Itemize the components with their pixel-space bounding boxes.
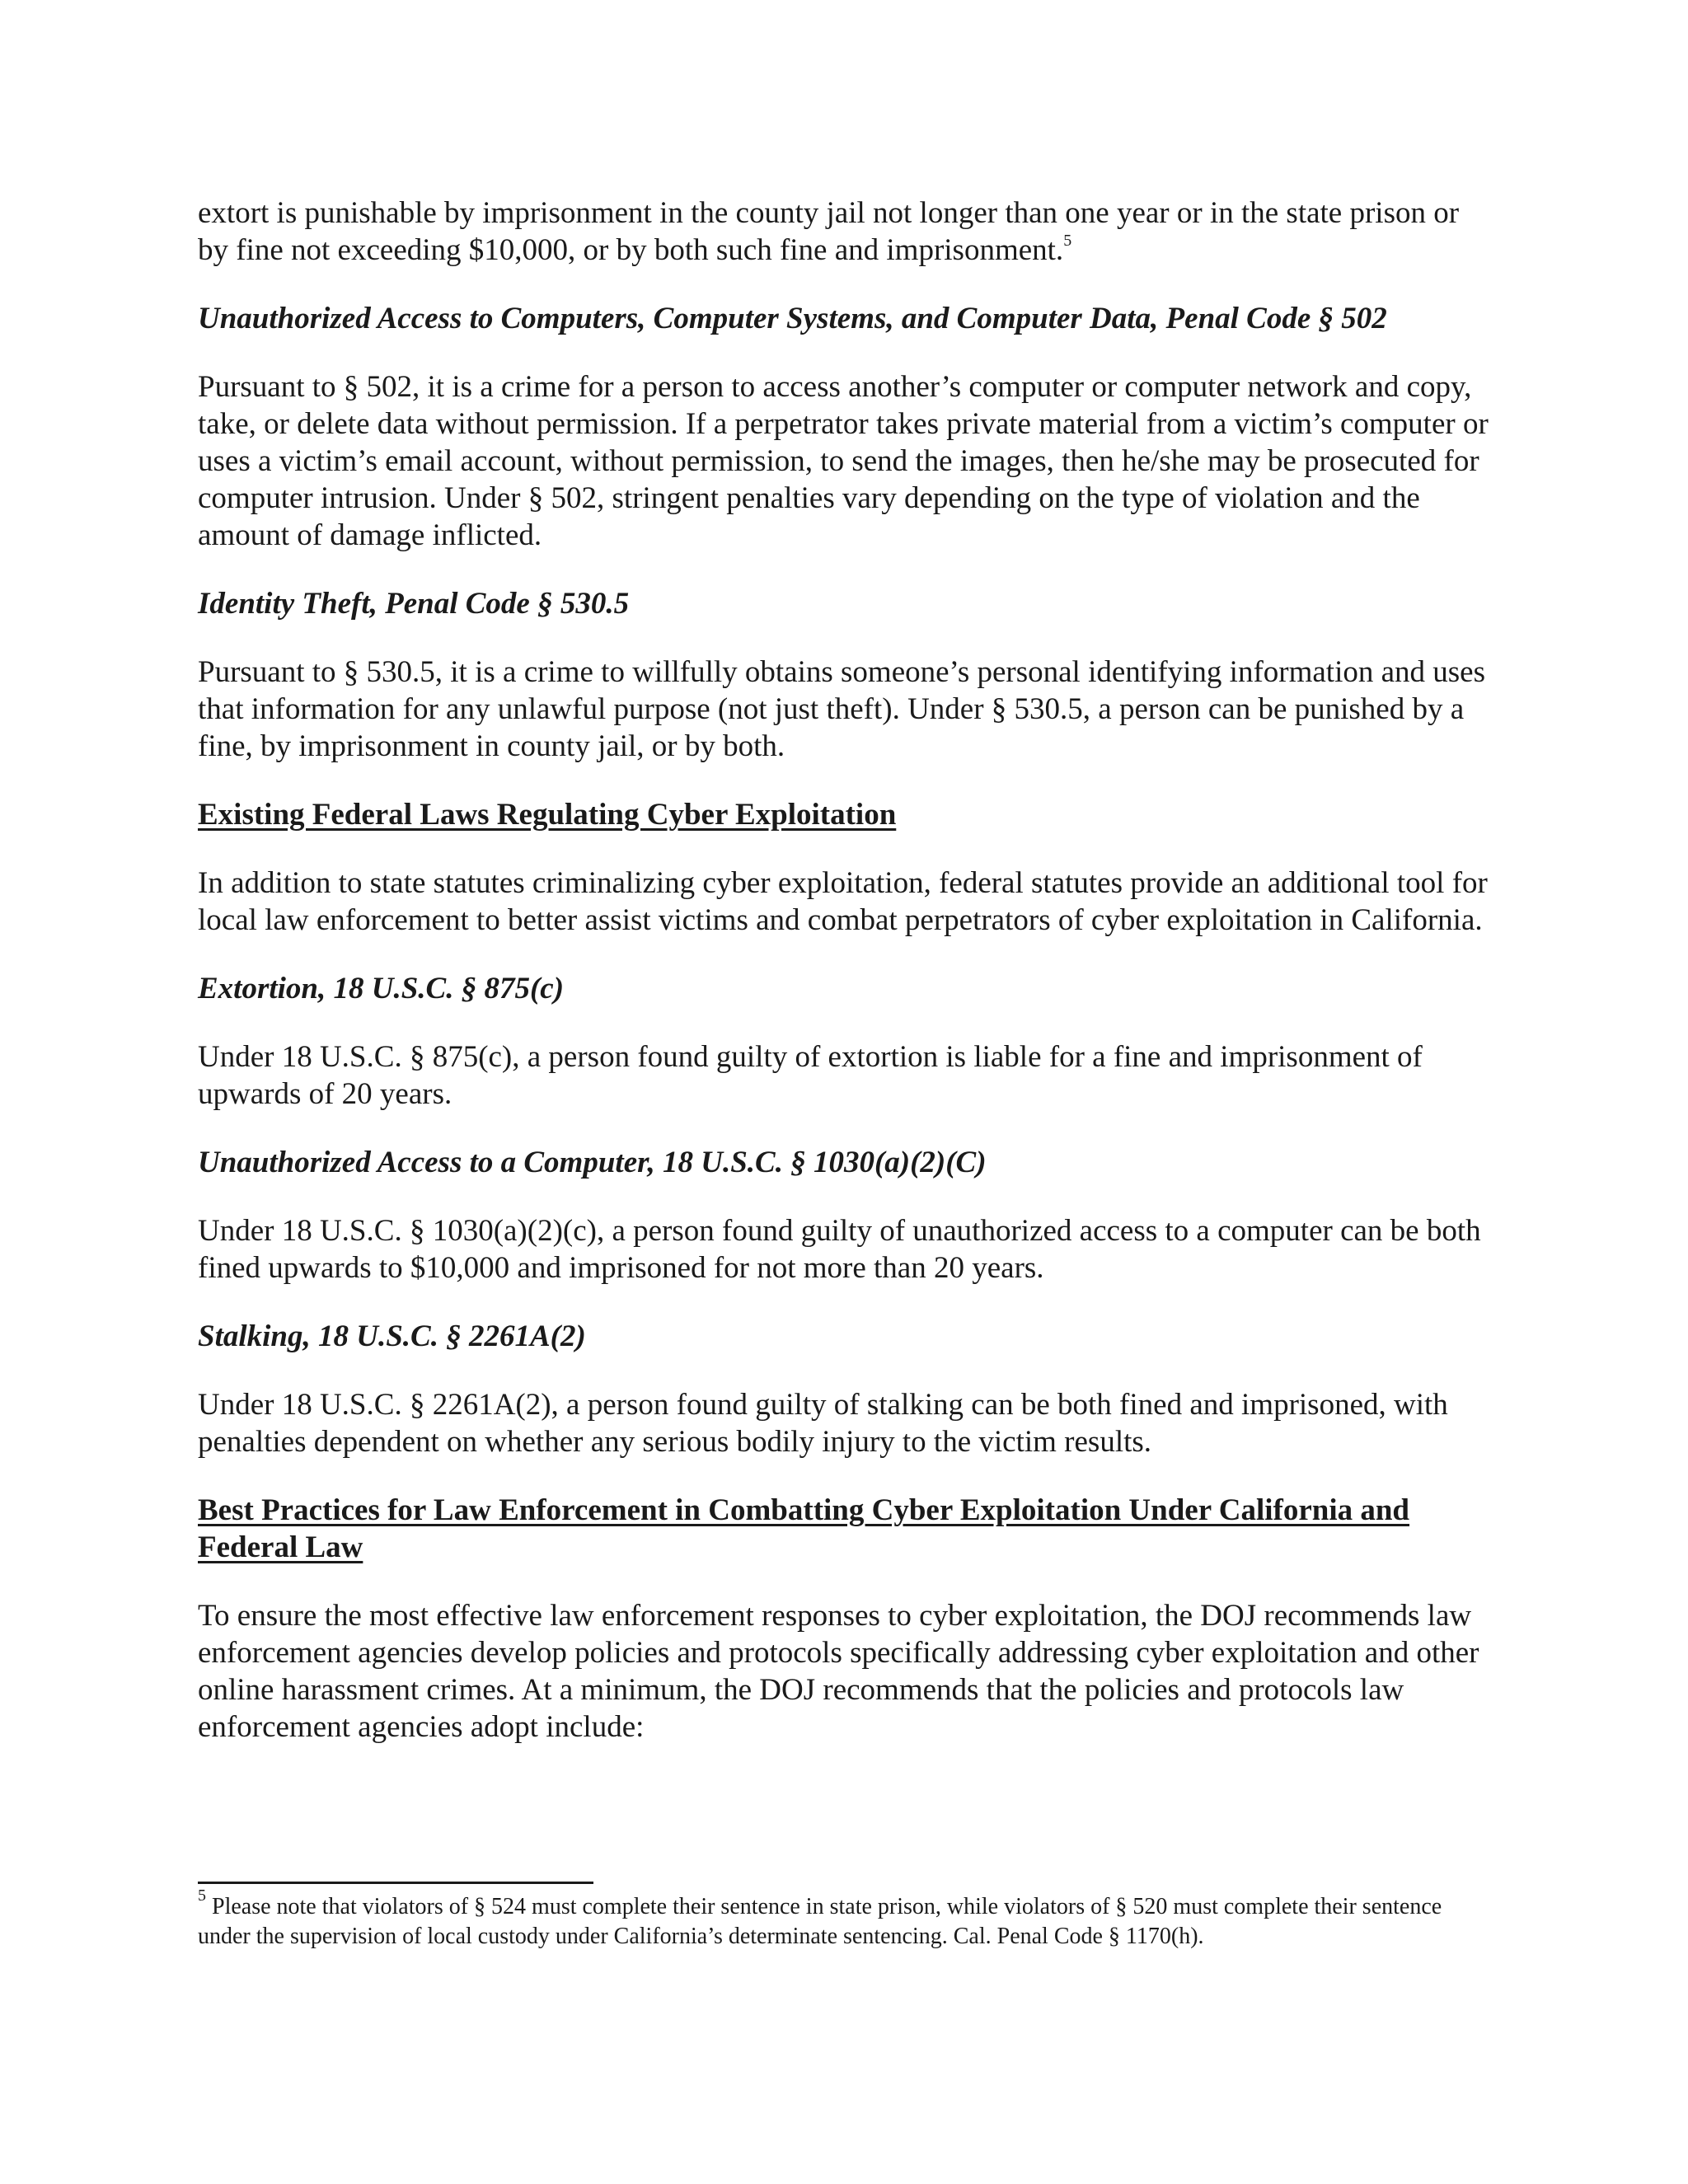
paragraph-usc-2261a: Under 18 U.S.C. § 2261A(2), a person found guilty of stalking can be both fined and imprisoned, with penalties dependent on whether any serious bodily injury to the victim results. (198, 1388, 1448, 1459)
heading-penal-code-502: Unauthorized Access to Computers, Computer Systems, and Computer Data, Penal Code § 502 (198, 302, 1387, 335)
heading-best-practices: Best Practices for Law Enforcement in Combatting Cyber Exploitation Under California and Federal Law (198, 1493, 1410, 1564)
paragraph-federal-laws: In addition to state statutes criminalizing cyber exploitation, federal statutes provide an additional tool for local law enforcement to better assist victims and combat perpetrators of cyber exploitation in California. (198, 866, 1488, 937)
heading-federal-laws: Existing Federal Laws Regulating Cyber Exploitation (198, 798, 897, 832)
paragraph-text: extort is punishable by imprisonment in the county jail not longer than one year or in the state prison or by fine not exceeding $10,000, or by both such fine and imprisonment. (198, 196, 1460, 267)
paragraph-best-practices: To ensure the most effective law enforcement responses to cyber exploitation, the DOJ recommends law enforcement agencies develop policies and protocols specifically addressing cyber exploitation and other online harassment crimes. At a minimum, the DOJ recommends that the policies and protocols law enforcement agencies adopt include: (198, 1599, 1479, 1744)
footnote-5 (198, 1886, 1493, 1952)
paragraph-penal-code-502: Pursuant to § 502, it is a crime for a person to access another’s computer or computer network and copy, take, or delete data without permission. If a perpetrator takes private material from a victim’s computer or uses a victim’s email account, without permission, to send the images, then he/she may be prosecuted for computer intrusion. Under § 502, stringent penalties vary depending on the type of violation and the amount of damage inflicted. (198, 370, 1489, 552)
footnote-separator (198, 1882, 593, 1884)
heading-usc-2261a: Stalking, 18 U.S.C. § 2261A(2) (198, 1319, 586, 1353)
heading-penal-code-530-5: Identity Theft, Penal Code § 530.5 (198, 587, 630, 621)
heading-usc-875: Extortion, 18 U.S.C. § 875(c) (198, 972, 565, 1005)
heading-usc-1030: Unauthorized Access to a Computer, 18 U.S.C. § 1030(a)(2)(C) (198, 1146, 987, 1179)
footnote-reference[interactable]: 5 (1063, 231, 1072, 250)
document-body (198, 194, 1493, 1746)
paragraph-usc-875: Under 18 U.S.C. § 875(c), a person found guilty of extortion is liable for a fine and imprisonment of upwards of 20 years. (198, 1040, 1423, 1111)
footnote-marker: 5 (198, 1886, 206, 1905)
footnote-text: Please note that violators of § 524 must complete their sentence in state prison, while violators of § 520 must complete their sentence under the supervision of local custody under California’s determinate sentencing. Cal. Penal Code § 1170(h). (198, 1894, 1442, 1949)
paragraph-penal-code-530-5: Pursuant to § 530.5, it is a crime to willfully obtains someone’s personal identifying information and uses that information for any unlawful purpose (not just theft). Under § 530.5, a person can be punished by a fine, by imprisonment in county jail, or by both. (198, 655, 1486, 763)
paragraph-usc-1030: Under 18 U.S.C. § 1030(a)(2)(c), a person found guilty of unauthorized access to a computer can be both fined upwards to $10,000 and imprisoned for not more than 20 years. (198, 1214, 1481, 1285)
paragraph-extortion-penalty (198, 194, 1493, 269)
